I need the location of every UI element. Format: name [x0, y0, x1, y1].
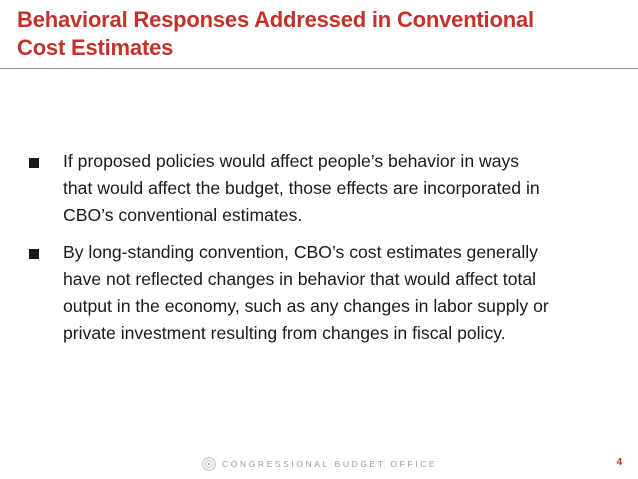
slide-title: [17, 6, 617, 62]
bullet-line: If proposed policies would affect people’s behavior in ways: [63, 151, 520, 171]
slide-title-line-2: Cost Estimates: [17, 35, 174, 60]
page-number: 4: [616, 457, 622, 468]
bullet-line: have not reflected changes in behavior that would affect total: [63, 269, 537, 289]
bullet-line: CBO’s conventional estimates.: [63, 205, 303, 225]
title-divider: [0, 68, 638, 69]
bullet-line: By long-standing convention, CBO’s cost estimates generally: [63, 242, 538, 262]
bullet-line: private investment resulting from changes in fiscal policy.: [63, 323, 506, 343]
bullet-item: [26, 239, 616, 347]
square-bullet-icon: [29, 249, 39, 259]
bullet-item: [26, 148, 616, 229]
bullet-list: [26, 148, 616, 357]
bullet-line: that would affect the budget, those effects are incorporated in: [63, 178, 540, 198]
bullet-line: output in the economy, such as any changes in labor supply or: [63, 296, 549, 316]
square-bullet-icon: [29, 158, 39, 168]
slide-title-line-1: Behavioral Responses Addressed in Conventional: [17, 7, 534, 32]
cbo-seal-icon: [202, 457, 216, 471]
slide-footer: [0, 456, 638, 474]
footer-org-name: CONGRESSIONAL BUDGET OFFICE: [222, 459, 438, 469]
